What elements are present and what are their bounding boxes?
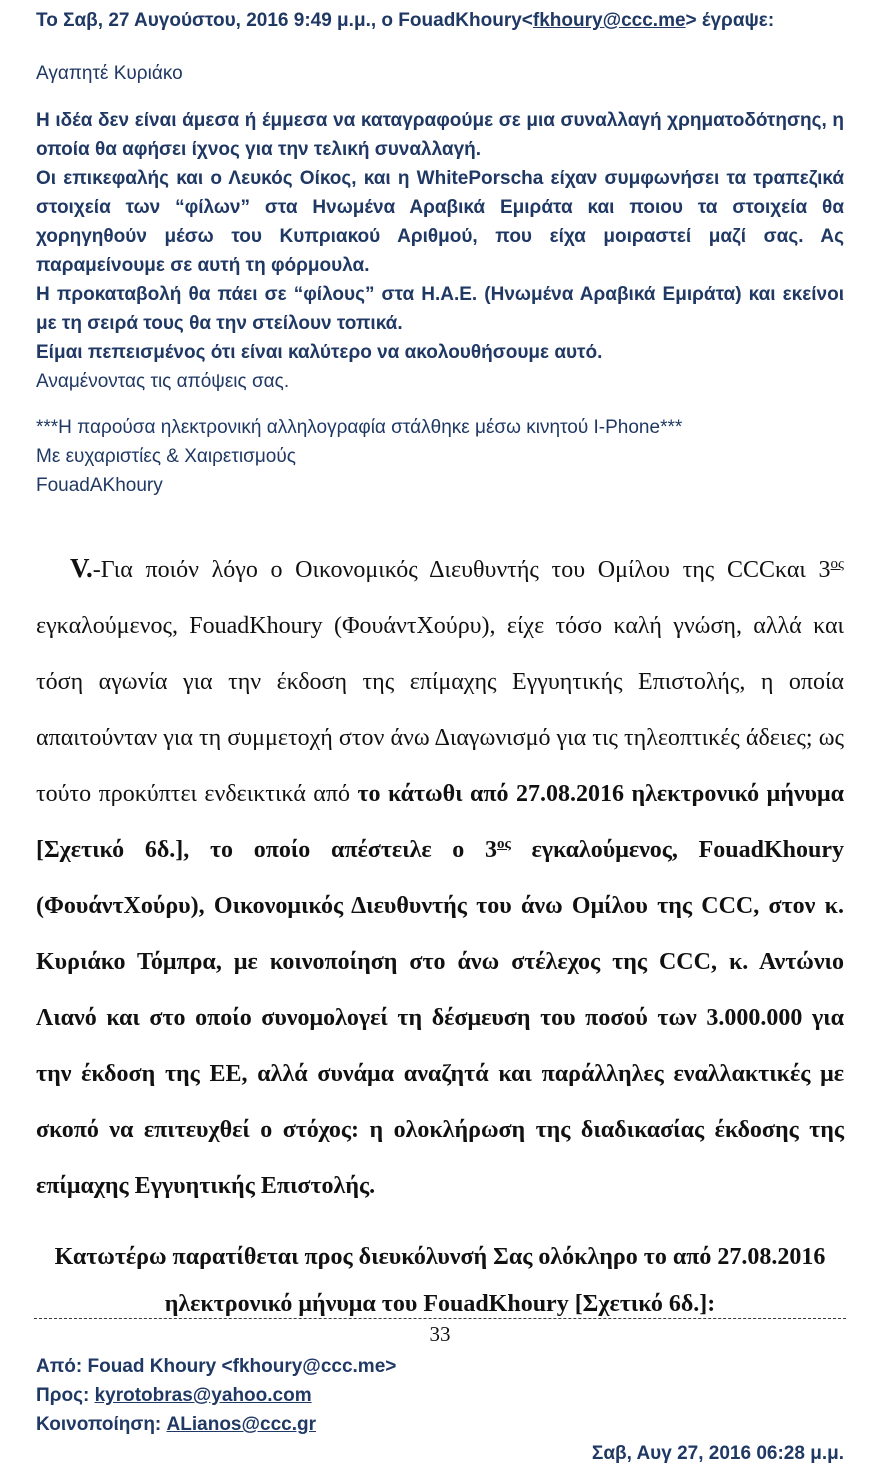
email-body-para-1: Η ιδέα δεν είναι άμεσα ή έμμεσα να καταγραφούμε σε μια συναλλαγή χρηματοδότησης, η οποία θα αφήσει ίχνος για την τελική συναλλαγή. [36,110,844,160]
quoted-email-signature [36,413,844,500]
email-body-para-2: Οι επικεφαλής και ο Λευκός Οίκος, και η WhitePorscha είχαν συμφωνήσει τα τραπεζικά στοιχεία των “φίλων” στα Ηνωμένα Αραβικά Εμιράτα και ποιου τα στοιχεία θα χορηγηθούν μέσω του Κυπριακού Αριθμού, που είχα μοιραστεί μαζί σας. Ας παραμείνουμε σε αυτή τη φόρμουλα. [36,168,844,276]
attribution-suffix: > έγραψε: [685,10,775,31]
header-from-line [36,1352,844,1381]
from-value: Fouad Khoury <fkhoury@ccc.me> [87,1356,397,1377]
section-marker: V. [70,553,93,583]
email-greeting: Αγαπητέ Κυριάκο [36,63,183,84]
page-footer [34,1318,846,1347]
email-date: Σαβ, Αυγ 27, 2016 06:28 μ.μ. [591,1443,844,1464]
legal-regular-text-2: εγκαλούμενος, FouadKhoury (ΦουάντΧούρυ), είχε τόσο καλή γνώση, αλλά και τόση αγωνία για την έκδοση της επίμαχης Εγγυητικής Επιστολής, η οποία απαιτούνταν για τη συμμετοχή στον άνω Διαγωνισμό για τις τηλεοπτικές άδειες; ως τούτο προκύπτει ενδεικτικά από [36,613,844,807]
legal-regular-text-1: -Για ποιόν λόγο ο Οικονομικός Διευθυντής του Ομίλου της CCCκαι 3 [92,557,831,583]
page-number: 33 [429,1322,451,1346]
cc-email-link[interactable]: ALianos@ccc.gr [166,1414,317,1435]
cc-label: Κοινοποίηση: [36,1414,167,1435]
email-body-para-4: Είμαι πεπεισμένος ότι είναι καλύτερο να ακολουθήσουμε αυτό. [36,342,603,363]
header-cc-line [36,1410,844,1439]
legal-question-paragraph [36,540,844,1214]
quoted-email-body [36,106,844,396]
signature-regards: Με ευχαριστίες & Χαιρετισμούς [36,446,296,467]
ordinal-suffix-1: ος [830,556,844,572]
email-body-para-3: Η προκαταβολή θα πάει σε “φίλους” στα Η.Α.Ε. (Ηνωμένα Αραβικά Εμιράτα) και εκείνοι με τη σειρά τους θα την στείλουν τοπικά. [36,284,844,334]
header-to-line [36,1381,844,1410]
legal-bold-text-2: εγκαλούμενος, FouadKhoury (ΦουάντΧούρυ), Οικονομικός Διευθυντής του άνω Ομίλου της CCC, στον κ. Κυριάκο Τόμπρα, με κοινοποίηση στο άνω στέλεχος της CCC, κ. Αντώνιο Λιανό και στο οποίο συνομολογεί τη δέσμευση του ποσού των 3.000.000 για την έκδοση της ΕΕ, αλλά συνάμα αναζητά και παράλληλες εναλλακτικές με σκοπό να επιτευχθεί ο στόχος: η ολοκλήρωση της διαδικασίας έκδοσης της επίμαχης Εγγυητικής Επιστολής. [36,837,844,1199]
signature-iphone-note: ***Η παρούσα ηλεκτρονική αλληλογραφία στάλθηκε μέσω κινητού I-Phone*** [36,417,683,438]
email-header-block [36,1352,844,1468]
attribution-prefix: Το Σαβ, 27 Αυγούστου, 2016 9:49 μ.μ., ο FouadKhoury< [36,10,533,31]
legal-bold-text-1: το κάτωθι από 27.08.2016 ηλεκτρονικό μήνυμα [Σχετικό 6δ.], το οποίο απέστειλε ο 3 [36,781,845,863]
ordinal-suffix-2: ος [496,836,511,852]
to-label: Προς: [36,1385,95,1406]
signature-name: FouadAKhoury [36,475,163,496]
sender-email-link[interactable]: fkhoury@ccc.me [532,10,686,31]
attachment-leadin: Κατωτέρω παρατίθεται προς διευκόλυνσή Σας ολόκληρο το από 27.08.2016 ηλεκτρονικό μήνυμα του FouadKhoury [Σχετικό 6δ.]: [54,1244,826,1317]
from-label: Από: [36,1356,88,1377]
to-email-link[interactable]: kyrotobras@yahoo.com [94,1385,312,1406]
email-body-para-5: Αναμένοντας τις απόψεις σας. [36,371,290,392]
quoted-email-attribution [36,6,844,35]
